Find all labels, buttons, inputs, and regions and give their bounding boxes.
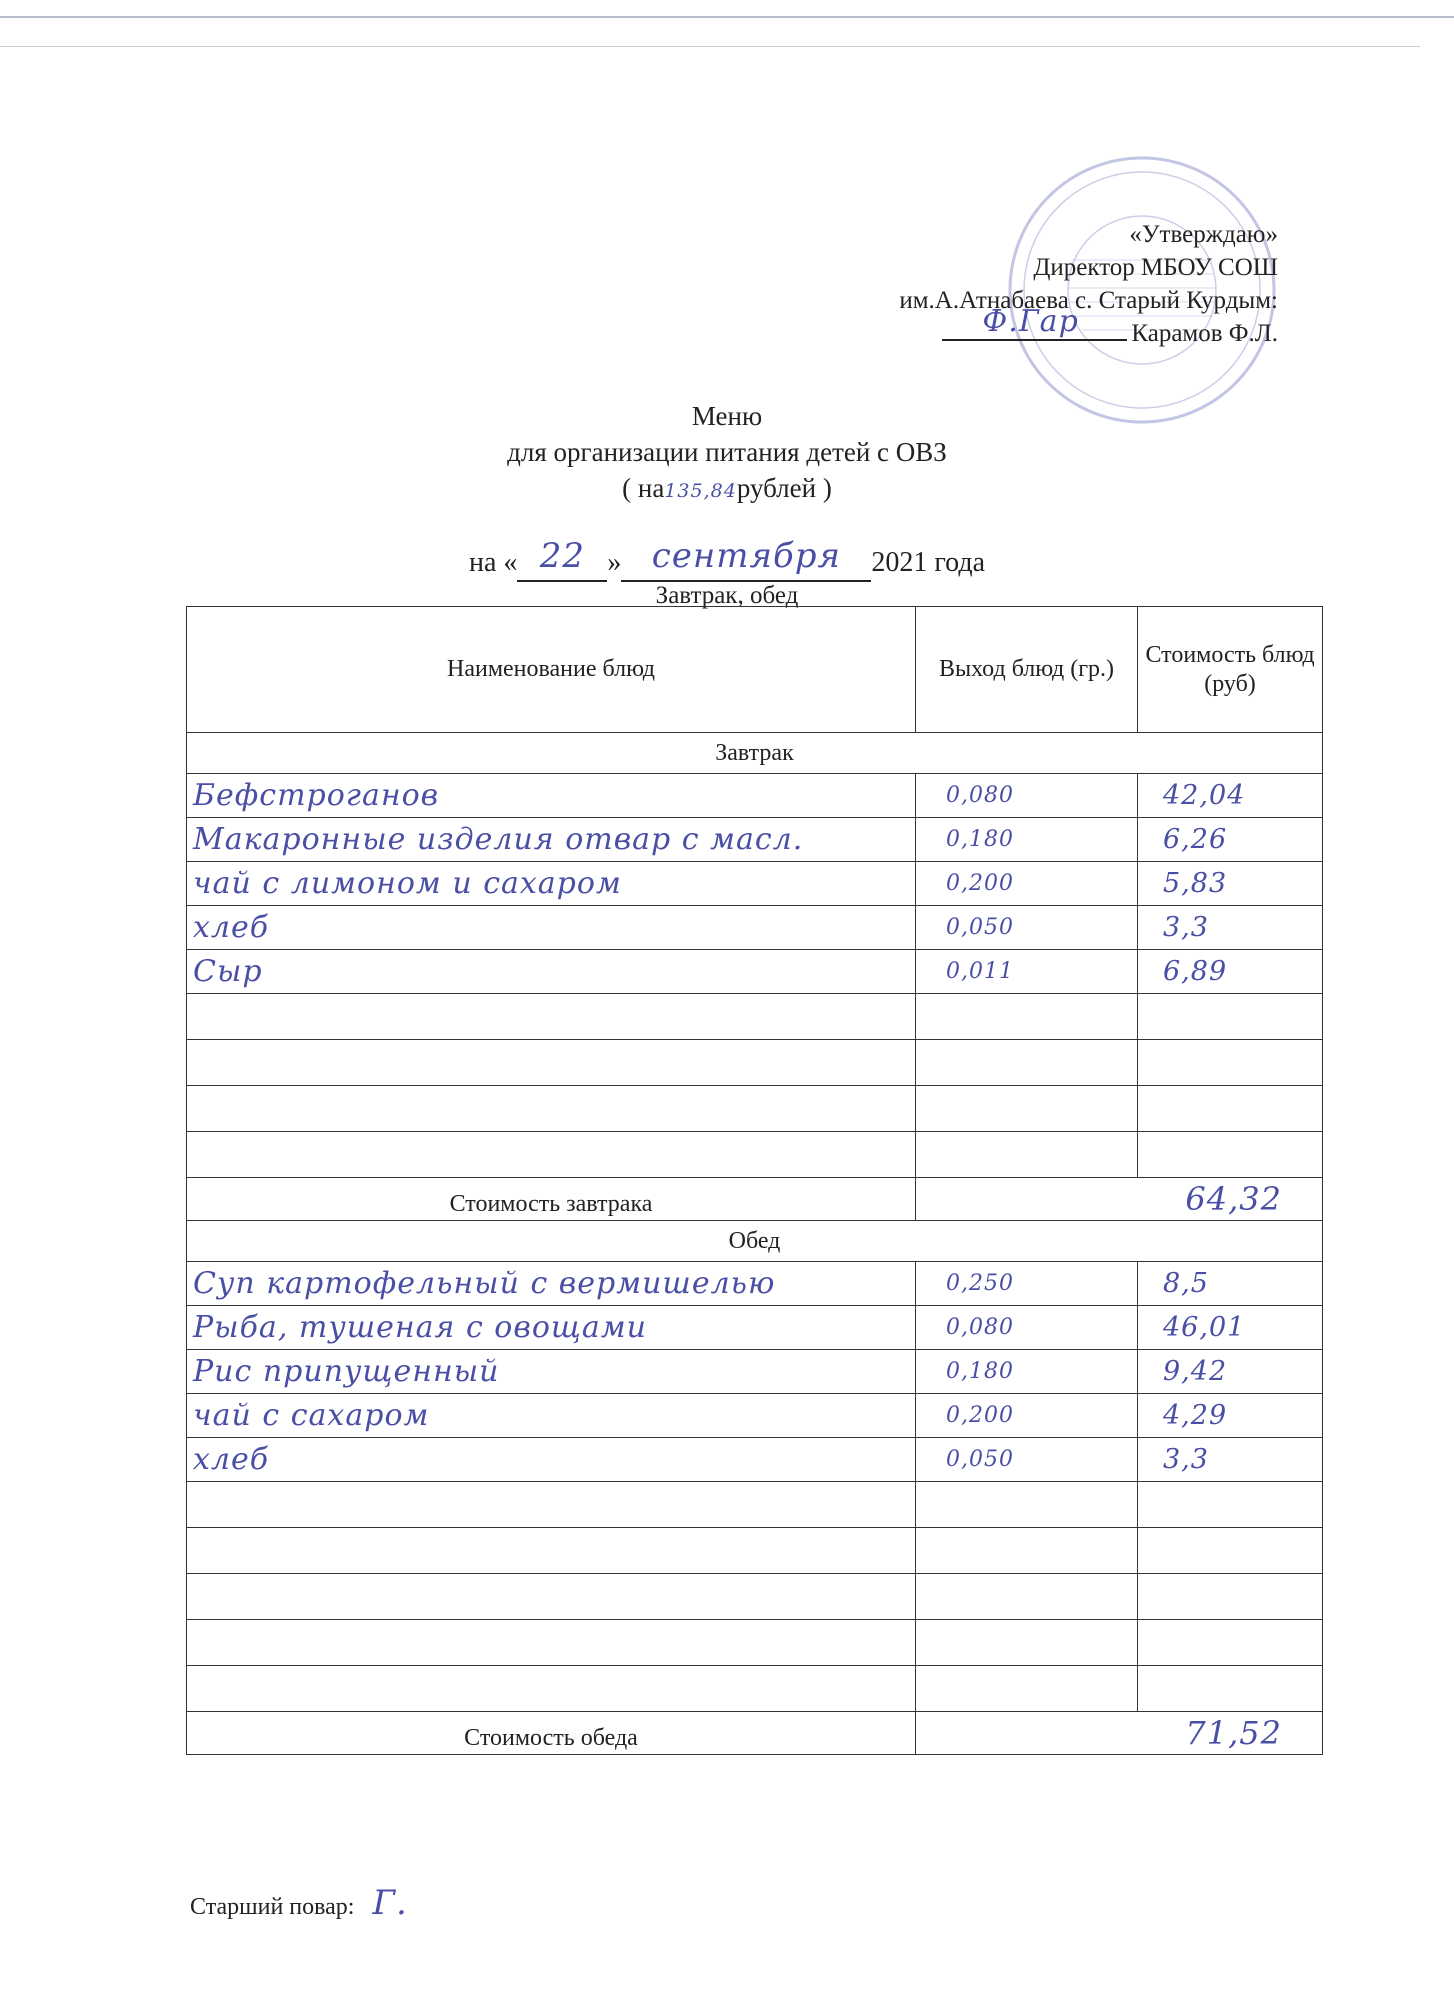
- header-price: Стоимость блюд (руб): [1138, 607, 1323, 733]
- scan-line-top: [0, 16, 1454, 18]
- date-month-field: [621, 536, 871, 582]
- empty-row: [187, 1528, 1323, 1574]
- table-row: [187, 1306, 1323, 1350]
- dish-name: Макаронные изделия отвар с масл.: [187, 818, 916, 862]
- dish-price: 46,01: [1138, 1306, 1323, 1350]
- dish-weight: 0,250: [916, 1262, 1138, 1306]
- empty-cell: [1138, 1666, 1323, 1712]
- empty-cell: [187, 1528, 916, 1574]
- dish-name: Суп картофельный с вермишелью: [187, 1262, 916, 1306]
- title-amount-suffix: рублей ): [736, 473, 832, 503]
- director-signature: Ф.Гар: [982, 304, 1079, 339]
- empty-cell: [916, 1482, 1138, 1528]
- date-prefix: на «: [468, 547, 518, 578]
- empty-cell: [1138, 1040, 1323, 1086]
- section-lunch-label: Обед: [187, 1221, 1323, 1262]
- scan-line-second: [0, 46, 1420, 47]
- approval-school: им.А.Атнабаева с. Старый Курдым:: [899, 287, 1278, 314]
- date-mid: »: [607, 547, 622, 578]
- empty-row: [187, 994, 1323, 1040]
- signature-underline: [942, 304, 1127, 341]
- empty-cell: [187, 1482, 916, 1528]
- empty-cell: [1138, 1132, 1323, 1178]
- empty-cell: [1138, 1482, 1323, 1528]
- empty-cell: [187, 1666, 916, 1712]
- breakfast-total-label: Стоимость завтрака: [187, 1178, 916, 1221]
- title-amount: 135,84: [664, 480, 737, 502]
- empty-row: [187, 1132, 1323, 1178]
- empty-cell: [1138, 1574, 1323, 1620]
- table-row: [187, 1438, 1323, 1482]
- empty-row: [187, 1666, 1323, 1712]
- dish-price: 4,29: [1138, 1394, 1323, 1438]
- empty-cell: [187, 1574, 916, 1620]
- empty-cell: [916, 1620, 1138, 1666]
- table-row: [187, 1394, 1323, 1438]
- table-row: [187, 1262, 1323, 1306]
- empty-cell: [187, 1620, 916, 1666]
- table-row: [187, 818, 1323, 862]
- table-row: [187, 774, 1323, 818]
- table-header-row: [187, 607, 1323, 733]
- dish-weight: 0,011: [916, 950, 1138, 994]
- approval-signature-line: [899, 304, 1278, 350]
- cook-label: Старший повар:: [190, 1894, 355, 1920]
- menu-title-line1: Меню: [691, 401, 763, 431]
- breakfast-total-row: [187, 1178, 1323, 1221]
- director-name: Карамов Ф.Л.: [1131, 320, 1278, 347]
- empty-cell: [187, 1040, 916, 1086]
- empty-cell: [1138, 994, 1323, 1040]
- dish-price: 9,42: [1138, 1350, 1323, 1394]
- lunch-total-value: 71,52: [916, 1712, 1323, 1755]
- empty-row: [187, 1574, 1323, 1620]
- dish-weight: 0,180: [916, 818, 1138, 862]
- empty-row: [187, 1620, 1323, 1666]
- section-breakfast: [187, 733, 1323, 774]
- dish-price: 3,3: [1138, 1438, 1323, 1482]
- dish-price: 3,3: [1138, 906, 1323, 950]
- dish-price: 6,26: [1138, 818, 1323, 862]
- dish-name: чай с сахаром: [187, 1394, 916, 1438]
- menu-date: [0, 536, 1454, 582]
- table-row: [187, 1350, 1323, 1394]
- dish-weight: 0,200: [916, 1394, 1138, 1438]
- empty-row: [187, 1482, 1323, 1528]
- cook-signature: Г.: [372, 1883, 408, 1923]
- empty-cell: [187, 1086, 916, 1132]
- approval-position: Директор МБОУ СОШ: [1033, 254, 1278, 281]
- empty-cell: [916, 994, 1138, 1040]
- empty-cell: [916, 1666, 1138, 1712]
- empty-cell: [916, 1574, 1138, 1620]
- dish-weight: 0,200: [916, 862, 1138, 906]
- empty-cell: [187, 994, 916, 1040]
- dish-name: Сыр: [187, 950, 916, 994]
- approval-block: [899, 218, 1278, 350]
- table-row: [187, 950, 1323, 994]
- section-lunch: [187, 1221, 1323, 1262]
- dish-price: 42,04: [1138, 774, 1323, 818]
- dish-weight: 0,180: [916, 1350, 1138, 1394]
- empty-cell: [916, 1132, 1138, 1178]
- menu-title: [0, 398, 1454, 509]
- meals-subtitle: Завтрак, обед: [655, 582, 799, 609]
- dish-weight: 0,080: [916, 774, 1138, 818]
- empty-cell: [1138, 1620, 1323, 1666]
- dish-name: хлеб: [187, 1438, 916, 1482]
- dish-price: 6,89: [1138, 950, 1323, 994]
- empty-row: [187, 1086, 1323, 1132]
- header-weight: Выход блюд (гр.): [916, 607, 1138, 733]
- dish-price: 8,5: [1138, 1262, 1323, 1306]
- section-breakfast-label: Завтрак: [187, 733, 1323, 774]
- lunch-total-label: Стоимость обеда: [187, 1712, 916, 1755]
- empty-cell: [1138, 1528, 1323, 1574]
- header-dish-name: Наименование блюд: [187, 607, 916, 733]
- dish-name: хлеб: [187, 906, 916, 950]
- dish-name: Рис припущенный: [187, 1350, 916, 1394]
- lunch-total-row: [187, 1712, 1323, 1755]
- dish-name: чай с лимоном и сахаром: [187, 862, 916, 906]
- empty-cell: [916, 1528, 1138, 1574]
- date-year: 2021 года: [871, 547, 986, 578]
- title-amount-prefix: ( на: [622, 473, 665, 503]
- approval-heading: «Утверждаю»: [1129, 221, 1278, 248]
- empty-cell: [916, 1040, 1138, 1086]
- dish-weight: 0,050: [916, 906, 1138, 950]
- table-row: [187, 862, 1323, 906]
- empty-cell: [187, 1132, 916, 1178]
- dish-name: Бефстроганов: [187, 774, 916, 818]
- table-row: [187, 906, 1323, 950]
- dish-name: Рыба, тушеная с овощами: [187, 1306, 916, 1350]
- breakfast-total-value: 64,32: [916, 1178, 1323, 1221]
- dish-weight: 0,050: [916, 1438, 1138, 1482]
- empty-cell: [1138, 1086, 1323, 1132]
- date-month: сентября: [651, 536, 842, 576]
- menu-title-line3: [0, 470, 1454, 509]
- menu-table: [186, 606, 1323, 1755]
- dish-price: 5,83: [1138, 862, 1323, 906]
- date-day-field: [517, 536, 607, 582]
- empty-row: [187, 1040, 1323, 1086]
- empty-cell: [916, 1086, 1138, 1132]
- date-day: 22: [539, 536, 585, 576]
- menu-title-line2: для организации питания детей с ОВЗ: [507, 437, 947, 467]
- cook-signature-block: [190, 1883, 408, 1923]
- dish-weight: 0,080: [916, 1306, 1138, 1350]
